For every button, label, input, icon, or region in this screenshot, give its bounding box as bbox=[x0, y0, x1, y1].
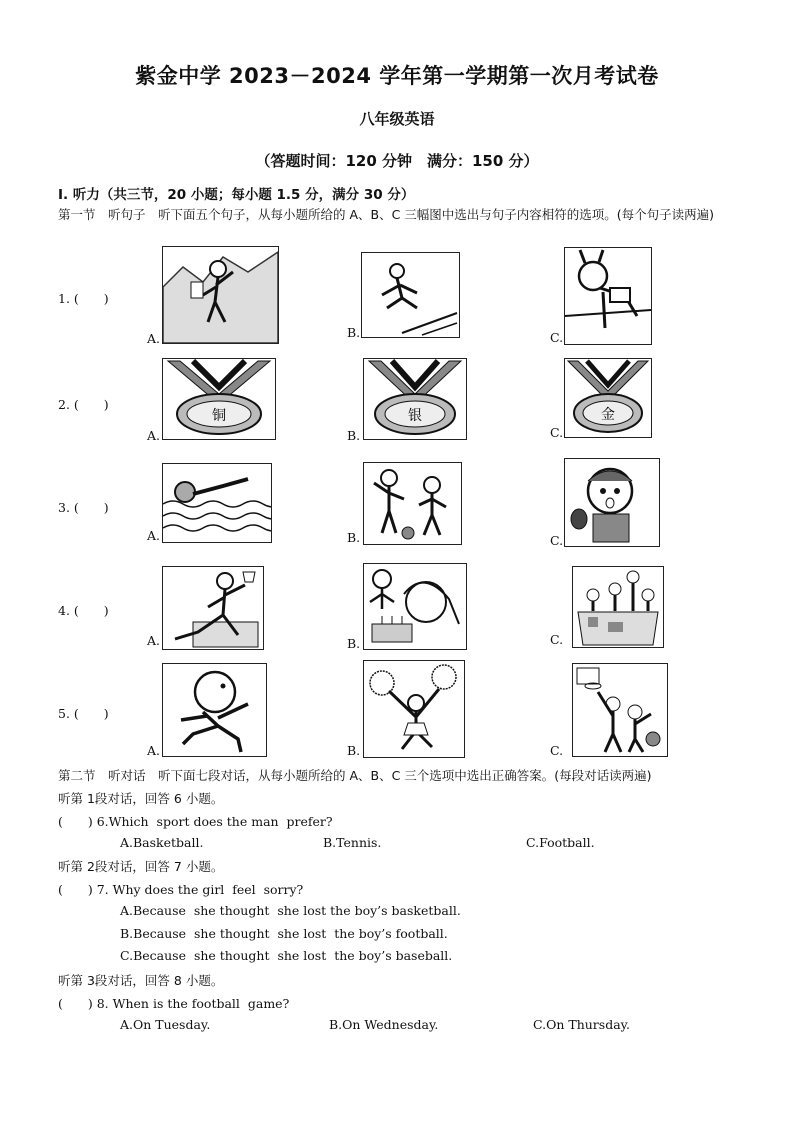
bronze-medal-illustration bbox=[163, 359, 275, 439]
q7-stem: ( ) 7. Why does the girl feel sorry? bbox=[58, 882, 304, 897]
birthday-girls-illustration bbox=[364, 564, 466, 649]
q6-intro: 听第 1段对话，回答 6 小题。 bbox=[58, 791, 224, 806]
q3-picture-c bbox=[564, 458, 660, 547]
q2-option-b-label: B. bbox=[347, 428, 361, 443]
q5-option-a-label: A. bbox=[147, 743, 161, 758]
ping-pong-illustration bbox=[565, 459, 659, 546]
gold-medal-illustration bbox=[565, 359, 651, 437]
q2-picture-b bbox=[363, 358, 467, 440]
basketball-game-illustration bbox=[573, 664, 667, 756]
picnic-illustration bbox=[573, 567, 663, 647]
rock-climbing-illustration bbox=[163, 247, 278, 343]
q7-intro: 听第 2段对话，回答 7 小题。 bbox=[58, 859, 224, 874]
basketball-kids-illustration bbox=[364, 463, 461, 544]
q7-option-c: C.Because she thought she lost the boy’s baseball. bbox=[120, 948, 453, 963]
question-2-number: 2. ( ) bbox=[58, 397, 109, 412]
medal-text-bronze: 铜 bbox=[212, 408, 226, 424]
q1-picture-c bbox=[564, 247, 652, 345]
q8-option-b: B.On Wednesday. bbox=[329, 1017, 439, 1032]
q8-stem: ( ) 8. When is the football game? bbox=[58, 996, 290, 1011]
question-1-number: 1. ( ) bbox=[58, 291, 109, 306]
q4-picture-c bbox=[572, 566, 664, 648]
trophy-winner-illustration bbox=[163, 567, 263, 649]
cheerleader-illustration bbox=[364, 661, 464, 757]
q3-option-a-label: A. bbox=[147, 528, 161, 543]
medal-text-silver: 银 bbox=[408, 408, 422, 424]
q1-option-c-label: C. bbox=[550, 330, 564, 345]
q4-picture-b bbox=[363, 563, 467, 650]
q1-picture-a bbox=[162, 246, 279, 344]
q2-picture-c bbox=[564, 358, 652, 438]
q2-option-a-label: A. bbox=[147, 428, 161, 443]
q3-option-c-label: C. bbox=[550, 533, 564, 548]
q8-option-c: C.On Thursday. bbox=[533, 1017, 631, 1032]
exam-time-info: （答题时间：120 分钟 满分：150 分） bbox=[255, 152, 539, 170]
section-heading: Ⅰ. 听力（共三节，20 小题；每小题 1.5 分，满分 30 分） bbox=[58, 187, 415, 203]
exam-subtitle: 八年级英语 bbox=[359, 110, 435, 128]
q1-option-b-label: B. bbox=[347, 325, 361, 340]
q2-option-c-label: C. bbox=[550, 425, 564, 440]
exam-title: 紫金中学 2023－2024 学年第一学期第一次月考试卷 bbox=[135, 64, 659, 88]
q2-picture-a bbox=[162, 358, 276, 440]
q6-option-b: B.Tennis. bbox=[323, 835, 382, 850]
q1-option-a-label: A. bbox=[147, 331, 161, 346]
question-5-number: 5. ( ) bbox=[58, 706, 109, 721]
swimming-illustration bbox=[163, 464, 271, 542]
long-jump-illustration bbox=[362, 253, 459, 337]
q5-option-c-label: C. bbox=[550, 743, 564, 758]
silver-medal-illustration bbox=[364, 359, 466, 439]
q5-picture-c bbox=[572, 663, 668, 757]
q1-picture-b bbox=[361, 252, 460, 338]
part2-instruction: 第二节 听对话 听下面七段对话，从每小题所给的 A、B、C 三个选项中选出正确答案。(每段对话读两遍) bbox=[58, 768, 652, 783]
q6-option-c: C.Football. bbox=[526, 835, 595, 850]
q3-option-b-label: B. bbox=[347, 530, 361, 545]
medal-text-gold: 金 bbox=[601, 407, 615, 423]
q5-picture-a bbox=[162, 663, 267, 757]
question-3-number: 3. ( ) bbox=[58, 500, 109, 515]
q4-option-a-label: A. bbox=[147, 633, 161, 648]
q6-stem: ( ) 6.Which sport does the man prefer? bbox=[58, 814, 333, 829]
question-4-number: 4. ( ) bbox=[58, 603, 109, 618]
q7-option-b: B.Because she thought she lost the boy’s football. bbox=[120, 926, 448, 941]
q3-picture-b bbox=[363, 462, 462, 545]
q4-option-c-label: C. bbox=[550, 632, 564, 647]
q8-intro: 听第 3段对话，回答 8 小题。 bbox=[58, 973, 224, 988]
q6-option-a: A.Basketball. bbox=[120, 835, 204, 850]
q5-picture-b bbox=[363, 660, 465, 758]
high-jump-illustration bbox=[565, 248, 651, 344]
q4-option-b-label: B. bbox=[347, 636, 361, 651]
q8-option-a: A.On Tuesday. bbox=[120, 1017, 211, 1032]
part1-instruction: 第一节 听句子 听下面五个句子，从每小题所给的 A、B、C 三幅图中选出与句子内容相符的选项。(每个句子读两遍) bbox=[58, 207, 715, 222]
q7-option-a: A.Because she thought she lost the boy’s basketball. bbox=[120, 903, 461, 918]
q4-picture-a bbox=[162, 566, 264, 650]
q3-picture-a bbox=[162, 463, 272, 543]
q5-option-b-label: B. bbox=[347, 743, 361, 758]
running-boy-illustration bbox=[163, 664, 266, 756]
